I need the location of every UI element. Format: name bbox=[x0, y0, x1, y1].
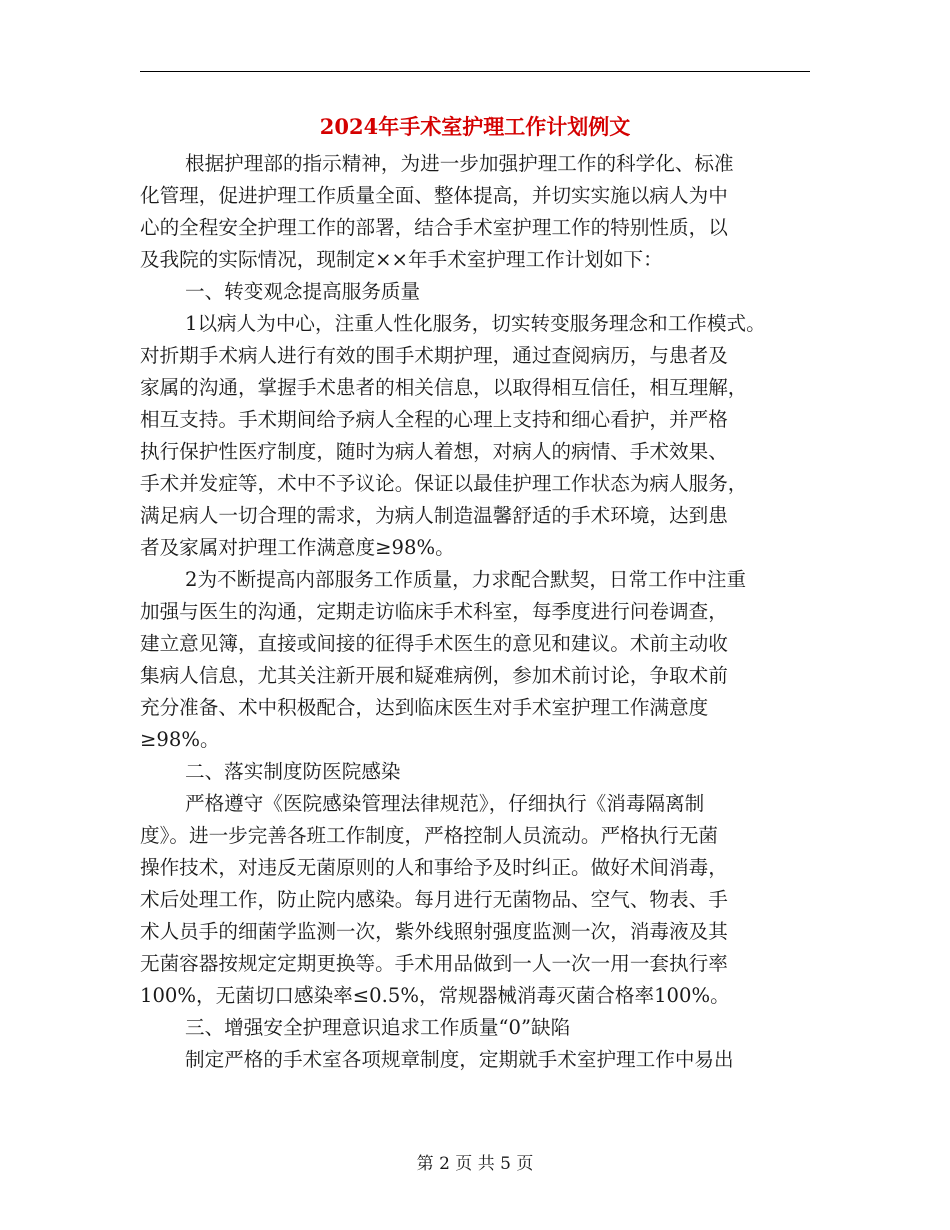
text-line: 相互支持。手术期间给予病人全程的心理上支持和细心看护，并严格 bbox=[140, 408, 728, 431]
text-line: 2为不断提高内部服务工作质量，力求配合默契，日常工作中注重 bbox=[185, 568, 747, 591]
text-line: 无菌容器按规定定期更换等。手术用品做到一人一次一用一套执行率 bbox=[140, 952, 728, 975]
text-line: 建立意见簿，直接或间接的征得手术医生的意见和建议。术前主动收 bbox=[140, 632, 728, 655]
text-line: 充分准备、术中积极配合，达到临床医生对手术室护理工作满意度 bbox=[140, 696, 709, 719]
text-line: 1以病人为中心，注重人性化服务，切实转变服务理念和工作模式。 bbox=[185, 312, 766, 335]
text-line: 集病人信息，尤其关注新开展和疑难病例，参加术前讨论，争取术前 bbox=[140, 664, 728, 687]
page-number: 第 2 页 共 5 页 bbox=[416, 1154, 534, 1174]
text-line: 制定严格的手术室各项规章制度，定期就手术室护理工作中易出 bbox=[185, 1048, 734, 1071]
text-line: 执行保护性医疗制度，随时为病人着想，对病人的病情、手术效果、 bbox=[140, 440, 728, 463]
text-line: 化管理，促进护理工作质量全面、整体提高，并切实实施以病人为中 bbox=[140, 184, 728, 207]
text-line: 及我院的实际情况，现制定××年手术室护理工作计划如下： bbox=[140, 248, 663, 271]
text-line: 严格遵守《医院感染管理法律规范》，仔细执行《消毒隔离制 bbox=[185, 792, 705, 815]
text-line: 100%，无菌切口感染率≤0.5%，常规器械消毒灭菌合格率100%。 bbox=[140, 984, 730, 1007]
text-line: 者及家属对护理工作满意度≥98%。 bbox=[140, 536, 455, 559]
document-body bbox=[140, 148, 812, 1076]
text-line: 操作技术，对违反无菌原则的人和事给予及时纠正。做好术间消毒， bbox=[140, 856, 728, 879]
text-line: 三、增强安全护理意识追求工作质量“0”缺陷 bbox=[185, 1016, 571, 1039]
text-line: 加强与医生的沟通，定期走访临床手术科室，每季度进行问卷调查， bbox=[140, 600, 728, 623]
text-line: 心的全程安全护理工作的部署，结合手术室护理工作的特别性质，以 bbox=[140, 216, 728, 239]
text-line: 一、转变观念提高服务质量 bbox=[185, 280, 421, 303]
text-line: 度》。进一步完善各班工作制度，严格控制人员流动。严格执行无菌 bbox=[140, 824, 719, 847]
document-title: 2024年手术室护理工作计划例文 bbox=[319, 114, 631, 139]
text-line: 术人员手的细菌学监测一次，紫外线照射强度监测一次，消毒液及其 bbox=[140, 920, 728, 943]
header-rule bbox=[140, 71, 810, 72]
text-line: 对折期手术病人进行有效的围手术期护理，通过查阅病历，与患者及 bbox=[140, 344, 728, 367]
text-line: 二、落实制度防医院感染 bbox=[185, 760, 401, 783]
text-line: 根据护理部的指示精神，为进一步加强护理工作的科学化、标准 bbox=[185, 152, 734, 175]
text-line: 手术并发症等，术中不予议论。保证以最佳护理工作状态为病人服务， bbox=[140, 472, 748, 495]
text-line: 满足病人一切合理的需求，为病人制造温馨舒适的手术环境，达到患 bbox=[140, 504, 728, 527]
text-line: 家属的沟通，掌握手术患者的相关信息，以取得相互信任，相互理解， bbox=[140, 376, 748, 399]
text-line: 术后处理工作，防止院内感染。每月进行无菌物品、空气、物表、手 bbox=[140, 888, 728, 911]
text-line: ≥98%。 bbox=[140, 728, 220, 751]
